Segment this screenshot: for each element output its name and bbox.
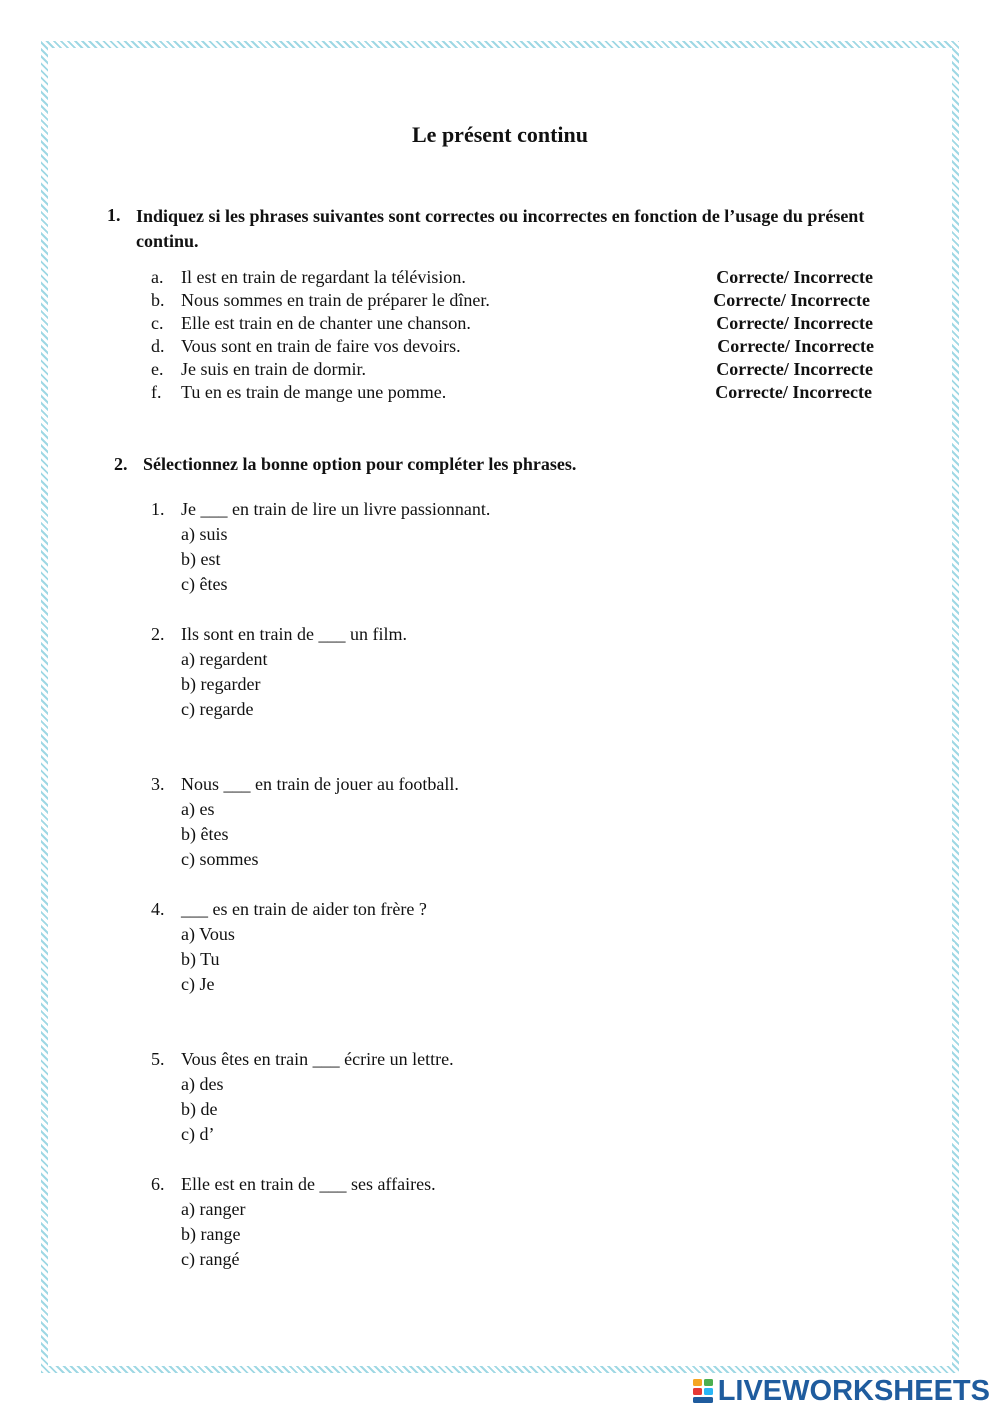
- option-c[interactable]: c) rangé: [181, 1249, 240, 1269]
- option-b[interactable]: b) de: [181, 1099, 218, 1119]
- item-sentence: Je suis en train de dormir.: [181, 359, 366, 379]
- option-a[interactable]: a) regardent: [181, 649, 268, 669]
- item-sentence: Nous sommes en train de préparer le dîner.: [181, 290, 490, 310]
- option-c[interactable]: c) regarde: [181, 699, 254, 719]
- item-letter: a.: [151, 267, 164, 287]
- question-number: 4.: [151, 899, 165, 919]
- question-sentence: Nous ___ en train de jouer au football.: [181, 774, 459, 794]
- item-letter: e.: [151, 359, 164, 379]
- correct-incorrect-choice[interactable]: Correcte/ Incorrecte: [716, 313, 873, 333]
- option-c[interactable]: c) Je: [181, 974, 215, 994]
- section1-instruction: Indiquez si les phrases suivantes sont correctes ou incorrectes en fonction de l’usage du présent continu.: [136, 206, 865, 251]
- liveworksheets-logo[interactable]: [692, 1374, 990, 1408]
- item-sentence: Vous sont en train de faire vos devoirs.: [181, 336, 461, 356]
- correct-incorrect-choice[interactable]: Correcte/ Incorrecte: [716, 267, 873, 287]
- page-title: Le présent continu: [412, 122, 588, 147]
- question-number: 5.: [151, 1049, 165, 1069]
- option-b[interactable]: b) range: [181, 1224, 241, 1244]
- option-b[interactable]: b) est: [181, 549, 221, 569]
- correct-incorrect-choice[interactable]: Correcte/ Incorrecte: [716, 359, 873, 379]
- question-sentence: Vous êtes en train ___ écrire un lettre.: [181, 1049, 454, 1069]
- option-c[interactable]: c) êtes: [181, 574, 228, 594]
- item-letter: b.: [151, 290, 165, 310]
- option-a[interactable]: a) suis: [181, 524, 228, 544]
- option-b[interactable]: b) Tu: [181, 949, 220, 969]
- question-sentence: Ils sont en train de ___ un film.: [181, 624, 407, 644]
- option-a[interactable]: a) des: [181, 1074, 224, 1094]
- option-a[interactable]: a) Vous: [181, 924, 235, 944]
- item-letter: f.: [151, 382, 162, 402]
- item-letter: c.: [151, 313, 164, 333]
- option-b[interactable]: b) êtes: [181, 824, 229, 844]
- option-a[interactable]: a) es: [181, 799, 215, 819]
- item-letter: d.: [151, 336, 165, 356]
- section2-instruction: Sélectionnez la bonne option pour compléter les phrases.: [143, 454, 577, 474]
- question-number: 3.: [151, 774, 165, 794]
- item-sentence: Tu en es train de mange une pomme.: [181, 382, 447, 402]
- section1-number: 1.: [107, 205, 121, 225]
- question-sentence: ___ es en train de aider ton frère ?: [181, 899, 427, 919]
- question-sentence: Elle est en train de ___ ses affaires.: [181, 1174, 436, 1194]
- item-sentence: Elle est train en de chanter une chanson.: [181, 313, 471, 333]
- question-sentence: Je ___ en train de lire un livre passionnant.: [181, 499, 491, 519]
- correct-incorrect-choice[interactable]: Correcte/ Incorrecte: [715, 382, 872, 402]
- question-number: 1.: [151, 499, 165, 519]
- question-number: 6.: [151, 1174, 165, 1194]
- section2-number: 2.: [114, 454, 128, 474]
- correct-incorrect-choice[interactable]: Correcte/ Incorrecte: [717, 336, 874, 356]
- correct-incorrect-choice[interactable]: Correcte/ Incorrecte: [713, 290, 870, 310]
- option-c[interactable]: c) d’: [181, 1124, 215, 1144]
- item-sentence: Il est en train de regardant la télévision.: [181, 267, 466, 287]
- option-b[interactable]: b) regarder: [181, 674, 261, 694]
- option-c[interactable]: c) sommes: [181, 849, 259, 869]
- liveworksheets-logo-icon: [692, 1378, 714, 1404]
- question-number: 2.: [151, 624, 165, 644]
- option-a[interactable]: a) ranger: [181, 1199, 246, 1219]
- logo-text: LIVEWORKSHEETS: [717, 1374, 990, 1407]
